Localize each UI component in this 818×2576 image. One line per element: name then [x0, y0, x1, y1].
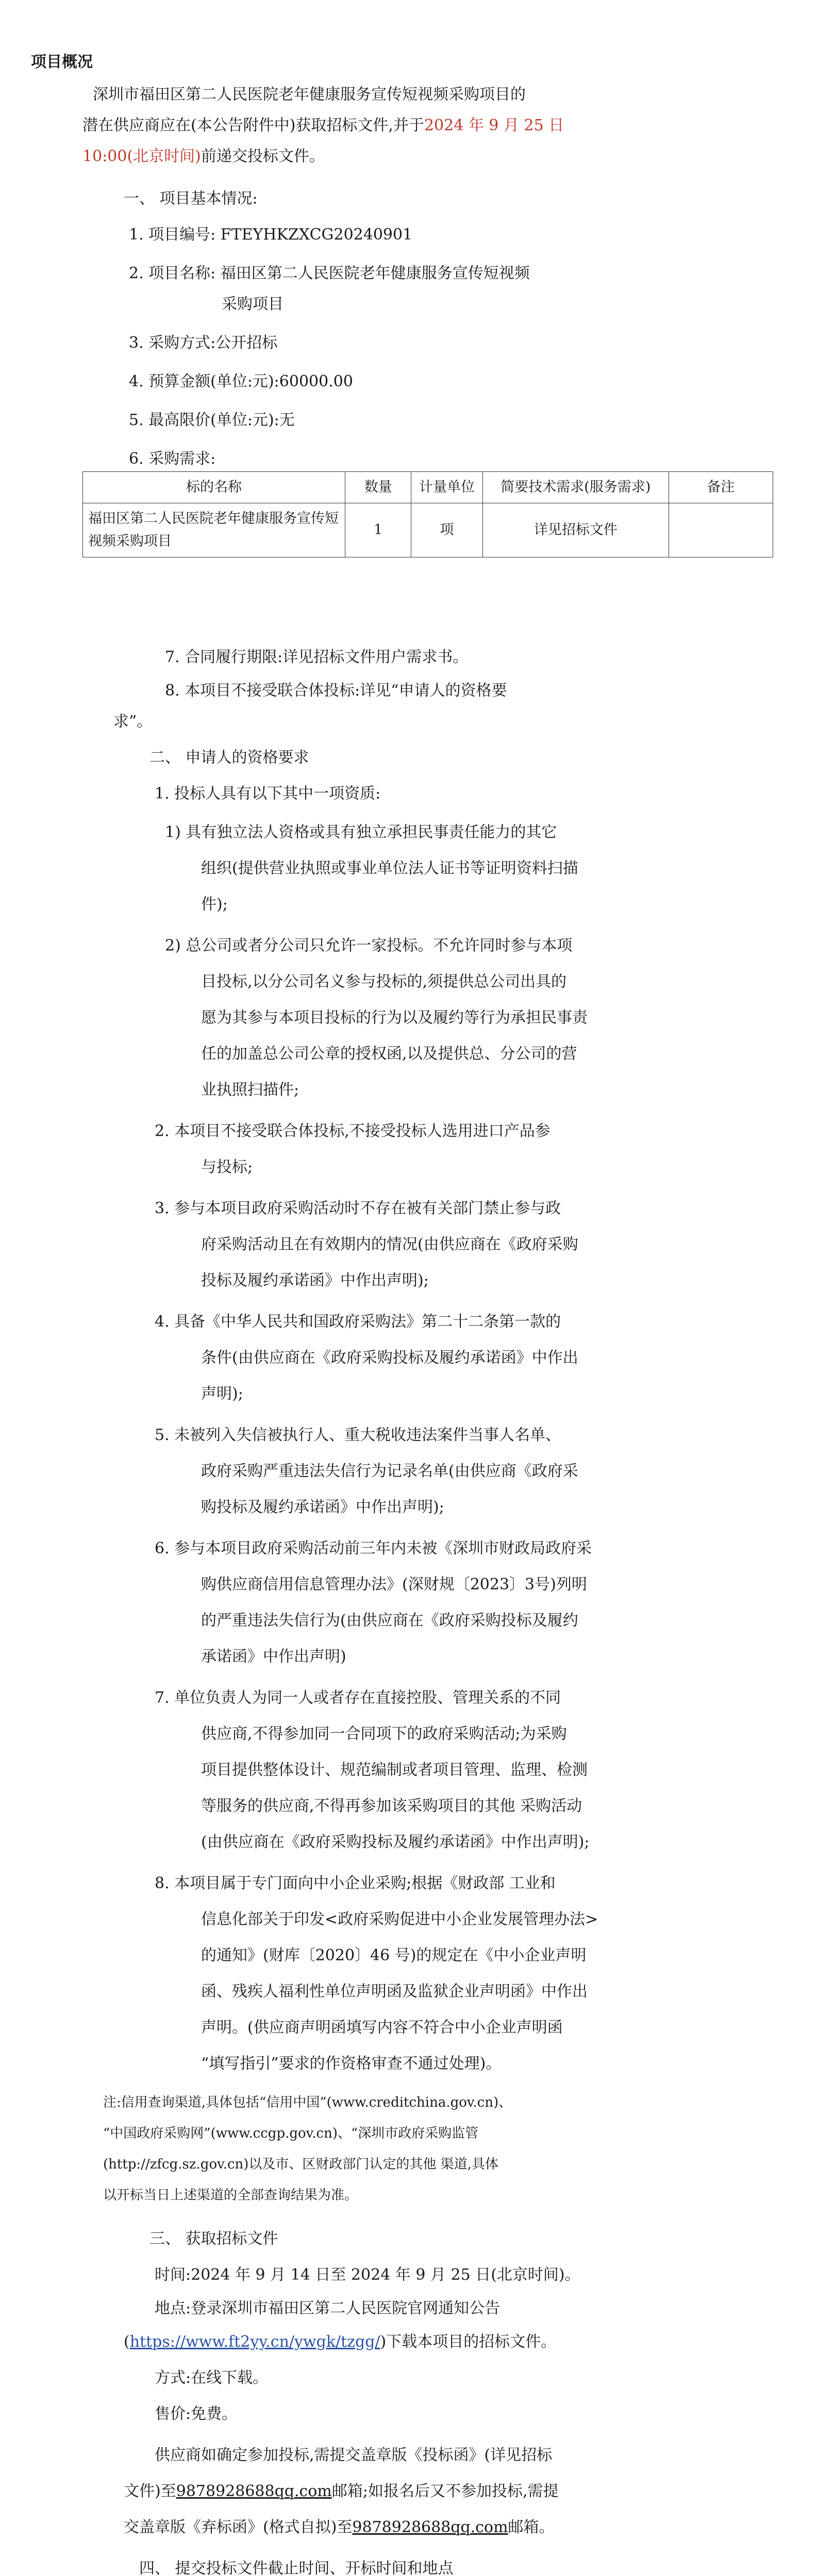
list-item: 业执照扫描件;: [201, 1081, 299, 1099]
list-item: 件);: [201, 895, 228, 913]
list-item: 8. 本项目属于专门面向中小企业采购;根据《财政部 工业和: [155, 1874, 556, 1892]
list-item: 任的加盖总公司公章的授权函,以及提供总、分公司的营: [201, 1045, 577, 1063]
withdraw-email-link[interactable]: 9878928688qq.com: [352, 2518, 508, 2536]
deadline-date: 2024 年 9 月 25 日: [424, 116, 564, 134]
table-row: [83, 503, 773, 557]
table-header: 备注: [669, 472, 773, 503]
list-item: 供应商,不得参加同一合同项下的政府采购活动;为采购: [201, 1725, 567, 1743]
section-title: 四、 提交投标文件截止时间、开标时间和地点: [139, 2560, 454, 2576]
table-header: 简要技术需求(服务需求): [482, 472, 669, 503]
list-item: “填写指引”要求的作资格审查不通过处理)。: [201, 2055, 502, 2073]
section-title: 二、 申请人的资格要求: [149, 749, 309, 767]
list-item: 6. 参与本项目政府采购活动前三年内未被《深圳市财政局政府采: [155, 1539, 592, 1557]
list-item: 购投标及履约承诺函》中作出声明);: [201, 1498, 444, 1516]
table-cell: [669, 503, 773, 557]
intro-line: 10:00(北京时间)前递交投标文件。: [82, 147, 325, 165]
list-item: 函、残疾人福利性单位声明函及监狱企业声明函》中作出: [201, 1982, 588, 2001]
table-header: 计量单位: [411, 472, 483, 503]
list-item: 购供应商信用信息管理办法》(深财规〔2023〕3号)列明: [201, 1575, 587, 1594]
list-item: 承诺函》中作出声明): [201, 1648, 346, 1666]
list-item: 与投标;: [201, 1158, 253, 1176]
list-item: 2. 本项目不接受联合体投标,不接受投标人选用进口产品参: [155, 1122, 550, 1140]
list-item: 7. 单位负责人为同一人或者存在直接控股、管理关系的不同: [155, 1689, 561, 1707]
list-item: 4. 具备《中华人民共和国政府采购法》第二十二条第一款的: [155, 1313, 561, 1331]
list-item: 2. 项目名称: 福田区第二人民医院老年健康服务宣传短视频: [129, 264, 530, 282]
list-item: 的通知》(财库〔2020〕46 号)的规定在《中小企业声明: [201, 1946, 587, 1964]
body-text: 文件)至9878928688qq.com邮箱;如报名后又不参加投标,需提: [124, 2482, 559, 2500]
list-item: 7. 合同履行期限:详见招标文件用户需求书。: [165, 648, 469, 666]
body-text: 供应商如确定参加投标,需提交盖章版《投标函》(详见招标: [155, 2446, 553, 2464]
list-item: 愿为其参与本项目投标的行为以及履约等行为承担民事责: [201, 1009, 588, 1027]
bid-email-link[interactable]: 9878928688qq.com: [176, 2482, 332, 2500]
section-title: 一、 项目基本情况:: [124, 190, 258, 208]
deadline-time: 10:00(北京时间): [82, 147, 201, 165]
table-cell: 详见招标文件: [482, 503, 669, 557]
list-item: 的严重违法失信行为(由供应商在《政府采购投标及履约: [201, 1612, 578, 1630]
list-item: 5. 最高限价(单位:元):无: [129, 411, 295, 429]
list-item: 府采购活动且在有效期内的情况(由供应商在《政府采购: [201, 1235, 578, 1253]
body-text: 交盖章版《弃标函》(格式自拟)至9878928688qq.com邮箱。: [124, 2518, 555, 2536]
note-text: “中国政府采购网”(www.ccgp.gov.cn)、“深圳市政府采购监管: [103, 2126, 479, 2141]
list-item: 投标及履约承诺函》中作出声明);: [201, 1272, 429, 1290]
list-item: 组织(提供营业执照或事业单位法人证书等证明资料扫描: [201, 859, 578, 877]
note-text: (http://zfcg.sz.gov.cn)以及市、区财政部门认定的其他 渠道,具体: [103, 2157, 498, 2172]
body-text: (https://www.ft2yy.cn/ywgk/tzgg/)下载本项目的招标文件。: [124, 2333, 557, 2351]
intro-line: 潜在供应商应在(本公告附件中)获取招标文件,并于2024 年 9 月 25 日: [82, 116, 564, 134]
list-item: 声明);: [201, 1385, 243, 1403]
table-cell: 福田区第二人民医院老年健康服务宣传短视频采购项目: [83, 503, 345, 557]
section-title: 三、 获取招标文件: [149, 2230, 278, 2248]
table-header: 标的名称: [83, 472, 345, 503]
list-item: 信息化部关于印发<政府采购促进中小企业发展管理办法>: [201, 1910, 598, 1928]
list-item: 1. 项目编号: FTEYHKZXCG20240901: [129, 226, 413, 244]
page-title: 项目概况: [31, 53, 93, 71]
body-text: 时间:2024 年 9 月 14 日至 2024 年 9 月 25 日(北京时间)。: [155, 2266, 580, 2284]
list-item: 政府采购严重违法失信行为记录名单(由供应商《政府采: [201, 1462, 578, 1480]
list-item: 等服务的供应商,不得再参加该采购项目的其他 采购活动: [201, 1797, 582, 1815]
list-item: 3. 采购方式:公开招标: [129, 334, 278, 352]
procurement-table: [82, 471, 773, 557]
table-header: 数量: [345, 472, 411, 503]
intro-line: 深圳市福田区第二人民医院老年健康服务宣传短视频采购项目的: [93, 86, 526, 104]
table-cell: 1: [345, 503, 411, 557]
list-item: 条件(由供应商在《政府采购投标及履约承诺函》中作出: [201, 1349, 578, 1367]
list-item: 5. 未被列入失信被执行人、重大税收违法案件当事人名单、: [155, 1426, 561, 1444]
list-item: 2) 总公司或者分公司只允许一家投标。不允许同时参与本项: [165, 937, 573, 955]
table-header-row: [83, 472, 773, 503]
table-cell: 项: [411, 503, 483, 557]
tender-download-link[interactable]: https://www.ft2yy.cn/ywgk/tzgg/: [129, 2333, 380, 2351]
body-text: 方式:在线下载。: [155, 2369, 269, 2387]
list-item: 1. 投标人具有以下其中一项资质:: [155, 785, 381, 803]
list-item: 目投标,以分公司名义参与投标的,须提供总公司出具的: [201, 973, 567, 991]
body-text: 地点:登录深圳市福田区第二人民医院官网通知公告: [155, 2299, 500, 2317]
list-item: (由供应商在《政府采购投标及履约承诺函》中作出声明);: [201, 1833, 590, 1851]
list-item: 求”。: [113, 713, 153, 731]
list-item: 项目提供整体设计、规范编制或者项目管理、监理、检测: [201, 1761, 588, 1779]
list-item: 6. 采购需求:: [129, 450, 216, 468]
list-item: 4. 预算金额(单位:元):60000.00: [129, 372, 353, 391]
note-text: 注:信用查询渠道,具体包括“信用中国”(www.creditchina.gov.cn)、: [103, 2095, 512, 2110]
list-item: 3. 参与本项目政府采购活动时不存在被有关部门禁止参与政: [155, 1199, 561, 1217]
list-item: 采购项目: [222, 295, 283, 313]
list-item: 声明。(供应商声明函填写内容不符合中小企业声明函: [201, 2019, 563, 2037]
list-item: 8. 本项目不接受联合体投标:详见“申请人的资格要: [165, 682, 507, 700]
note-text: 以开标当日上述渠道的全部查询结果为准。: [103, 2188, 358, 2203]
body-text: 售价:免费。: [155, 2405, 238, 2423]
list-item: 1) 具有独立法人资格或具有独立承担民事责任能力的其它: [165, 823, 557, 841]
